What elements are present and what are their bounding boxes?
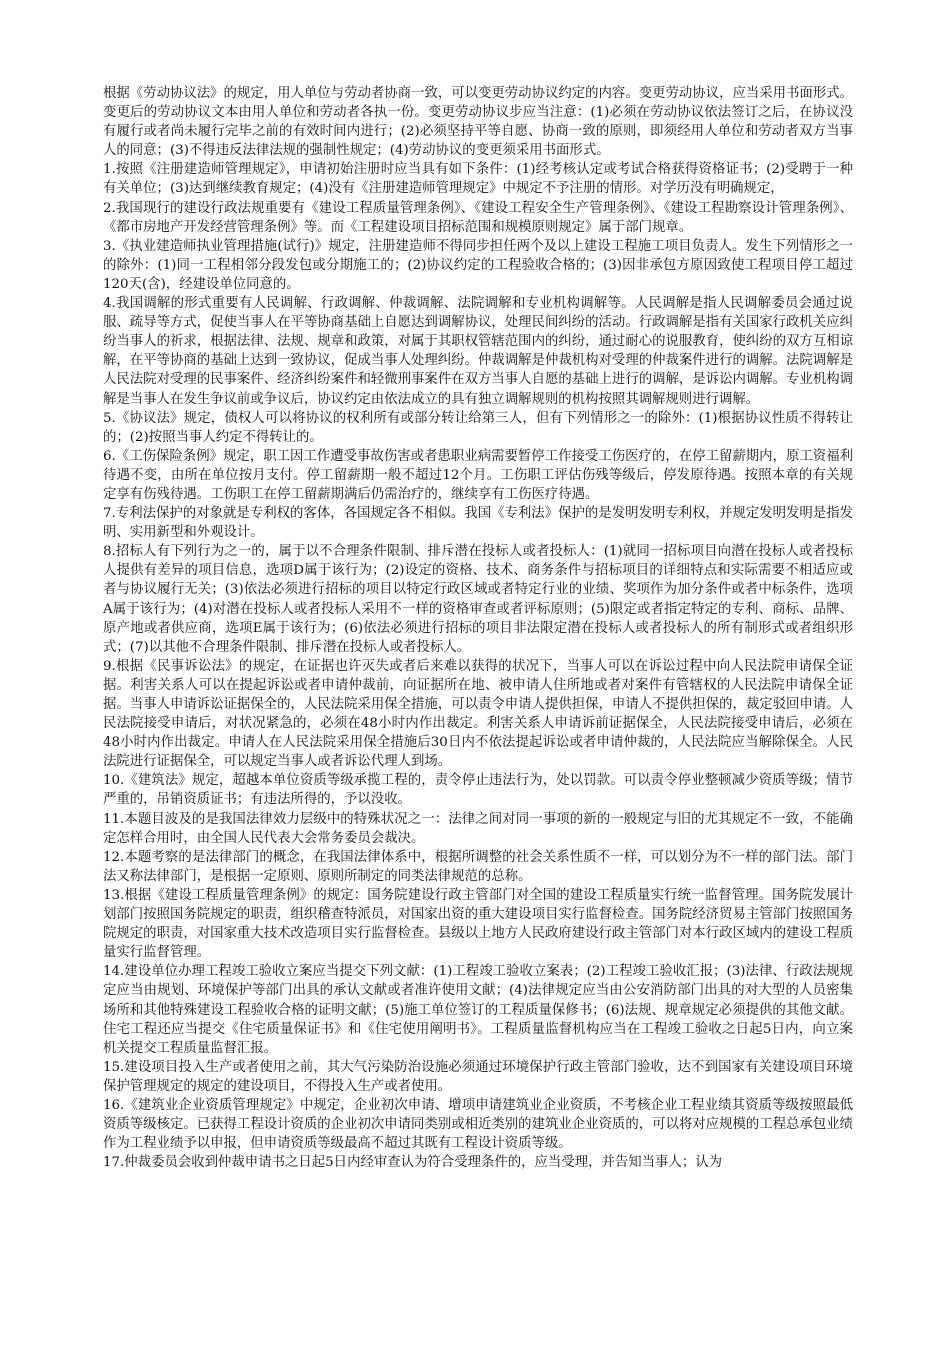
paragraph-intro: 根据《劳动协议法》的规定，用人单位与劳动者协商一致，可以变更劳动协议约定的内容。变更劳动协议，应当采用书面形式。变更后的劳动协议文本由用人单位和劳动者各执一份。变更劳动协议步应当注意：(1)必须在劳动协议依法签订之后，在协议没有履行或者尚未履行完毕之前的有效时间内进行；(2)必须坚持平等自愿、协商一致的原则，即须经用人单位和劳动者双方当事人的同意；(3)不得违反法律法规的强制性规定；(4)劳动协议的变更须采用书面形式。	[103, 86, 853, 159]
paragraph-10: 10.《建筑法》规定，超越本单位资质等级承揽工程的，责令停止违法行为，处以罚款。可以责令停业整顿减少资质等级；情节严重的，吊销资质证书；有违法所得的，予以没收。	[103, 773, 853, 808]
paragraph-11: 11.本题目波及的是我国法律效力层级中的特殊状况之一：法律之间对同一事项的新的一般规定与旧的尤其规定不一致，不能确定怎样合用时，由全国人民代表大会常务委员会裁决。	[103, 811, 853, 846]
paragraph-1: 1.按照《注册建造师管理规定》，申请初始注册时应当具有如下条件：(1)经考核认定或考试合格获得资格证书；(2)受聘于一种有关单位；(3)达到继续教育规定；(4)没有《注册建造师管理规定》中规定不予注册的情形。对学历没有明确规定，	[103, 162, 853, 197]
paragraph-9: 9.根据《民事诉讼法》的规定，在证据也许灭失或者后来难以获得的状况下，当事人可以在诉讼过程中向人民法院申请保全证据。利害关系人可以在提起诉讼或者申请仲裁前，向证据所在地、被申请人住所地或者对案件有管辖权的人民法院申请保全证据。当事人申请诉讼证据保全的，人民法院采用保全措施，可以责令申请人提供担保，申请人不提供担保的，裁定驳回申请。人民法院接受申请后，对状况紧急的，必须在48小时内作出裁定。利害关系人申请诉前证据保全，人民法院接受申请后，必须在48小时内作出裁定。申请人在人民法院采用保全措施后30日内不依法提起诉讼或者申请仲裁的，人民法院应当解除保全。人民法院进行证据保全，可以规定当事人或者诉讼代理人到场。	[103, 658, 853, 770]
paragraph-4: 4.我国调解的形式重要有人民调解、行政调解、仲裁调解、法院调解和专业机构调解等。人民调解是指人民调解委员会通过说服、疏导等方式，促使当事人在平等协商基础上自愿达到调解协议，处理民间纠纷的活动。行政调解是指有关国家行政机关应纠纷当事人的祈求，根据法律、法规、规章和政策，对属于其职权管辖范围内的纠纷，通过耐心的说服教育，使纠纷的双方互相谅解，在平等协商的基础上达到一致协议，促成当事人处理纠纷。仲裁调解是仲裁机构对受理的仲裁案件进行的调解。法院调解是人民法院对受理的民事案件、经济纠纷案件和轻微刑事案件在双方当事人自愿的基础上进行的调解，是诉讼内调解。专业机构调解是当事人在发生争议前或争议后，协议约定由依法成立的具有独立调解规则的机构按照其调解规则进行调解。	[103, 296, 853, 407]
paragraph-8: 8.招标人有下列行为之一的，属于以不合理条件限制、排斥潜在投标人或者投标人：(1)就同一招标项目向潜在投标人或者投标人提供有差异的项目信息，选项D属于该行为；(2)设定的资格、技术、商务条件与招标项目的详细特点和实际需要不相适应或者与协议履行无关；(3)依法必须进行招标的项目以特定行政区域或者特定行业的业绩、奖项作为加分条件或者中标条件，选项A属于该行为；(4)对潜在投标人或者投标人采用不一样的资格审查或者评标原则；(5)限定或者指定特定的专利、商标、品牌、原产地或者供应商，选项E属于该行为；(6)依法必须进行招标的项目非法限定潜在投标人或者投标人的所有制形式或者组织形式；(7)以其他不合理条件限制、排斥潜在投标人或者投标人。	[103, 544, 853, 655]
paragraph-5: 5.《协议法》规定，债权人可以将协议的权利所有或部分转让给第三人，但有下列情形之一的除外：(1)根据协议性质不得转让的；(2)按照当事人约定不得转让的。	[103, 410, 853, 445]
paragraph-7: 7.专利法保护的对象就是专利权的客体，各国规定各不相似。我国《专利法》保护的是发明发明专利权，并规定发明发明是指发明、实用新型和外观设计。	[103, 506, 853, 541]
paragraph-15: 15.建设项目投入生产或者使用之前，其大气污染防治设施必须通过环境保护行政主管部门验收，达不到国家有关建设项目环境保护管理规定的规定的建设项目，不得投入生产或者使用。	[103, 1059, 853, 1094]
paragraph-16: 16.《建筑业企业资质管理规定》中规定，企业初次申请、增项申请建筑业企业资质，不考核企业工程业绩其资质等级按照最低资质等级核定。已获得工程设计资质的企业初次申请同类别或相近类别的建筑业企业资质的，可以将对应规模的工程总承包业绩作为工程业绩予以申报，但申请资质等级最高不超过其既有工程设计资质等级。	[103, 1097, 853, 1152]
paragraph-12: 12.本题考察的是法律部门的概念，在我国法律体系中，根据所调整的社会关系性质不一样，可以划分为不一样的部门法。部门法又称法律部门，是根据一定原则、原则所制定的同类法律规范的总称。	[103, 849, 853, 884]
paragraph-2: 2.我国现行的建设行政法规重要有《建设工程质量管理条例》、《建设工程安全生产管理条例》、《建设工程勘察设计管理条例》、《都市房地产开发经营管理条例》等。而《工程建设项目招标范围和规模原则规定》属于部门规章。	[103, 200, 853, 235]
paragraph-13: 13.根据《建设工程质量管理条例》的规定：国务院建设行政主管部门对全国的建设工程质量实行统一监督管理。国务院发展计划部门按照国务院规定的职责，组织稽查特派员，对国家出资的重大建设项目实行监督检查。国务院经济贸易主管部门按照国务院规定的职责，对国家重大技术改造项目实行监督检查。县级以上地方人民政府建设行政主管部门对本行政区域内的建设工程质量实行监督管理。	[103, 887, 853, 961]
document-body	[103, 84, 853, 1172]
paragraph-17: 17.仲裁委员会收到仲裁申请书之日起5日内经审查认为符合受理条件的，应当受理，并告知当事人；认为	[103, 1155, 722, 1171]
paragraph-14: 14.建设单位办理工程竣工验收立案应当提交下列文献：(1)工程竣工验收立案表；(2)工程竣工验收汇报；(3)法律、行政法规规定应当由规划、环境保护等部门出具的承认文献或者准许使用文献；(4)法律规定应当由公安消防部门出具的对大型的人员密集场所和其他特殊建设工程验收合格的证明文献；(5)施工单位签订的工程质量保修书；(6)法规、规章规定必须提供的其他文献。住宅工程还应当提交《住宅质量保证书》和《住宅使用阐明书》。工程质量监督机构应当在工程竣工验收之日起5日内，向立案机关提交工程质量监督汇报。	[103, 964, 853, 1056]
paragraph-6: 6.《工伤保险条例》规定，职工因工作遭受事故伤害或者患职业病需要暂停工作接受工伤医疗的，在停工留薪期内，原工资福利待遇不变，由所在单位按月支付。停工留薪期一般不超过12个月。工伤职工评估伤残等级后，停发原待遇。按照本章的有关规定享有伤残待遇。工伤职工在停工留薪期满后仍需治疗的，继续享有工伤医疗待遇。	[103, 448, 853, 502]
paragraph-3: 3.《执业建造师执业管理措施(试行)》规定，注册建造师不得同步担任两个及以上建设工程施工项目负责人。发生下列情形之一的除外：(1)同一工程相邻分段发包或分期施工的；(2)协议约定的工程验收合格的；(3)因非承包方原因致使工程项目停工超过120天(含)，经建设单位同意的。	[103, 238, 853, 292]
